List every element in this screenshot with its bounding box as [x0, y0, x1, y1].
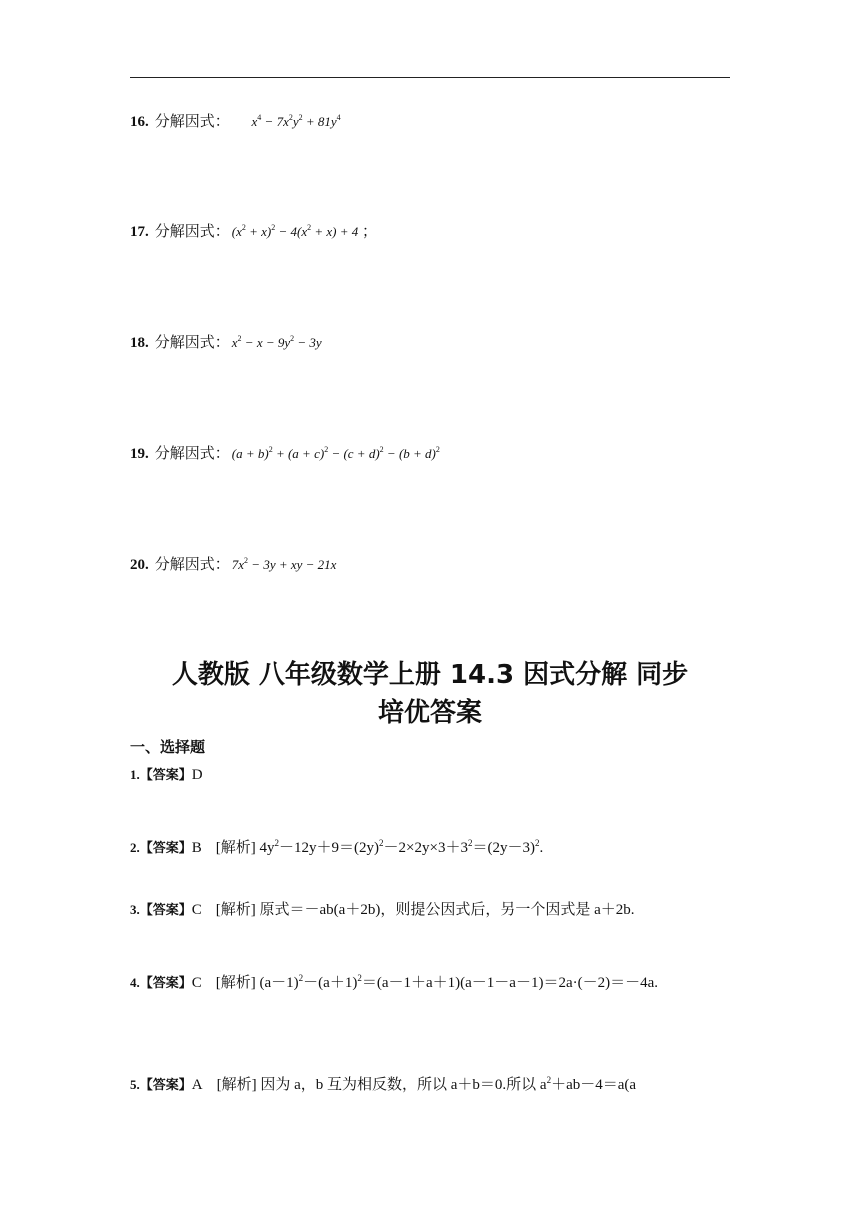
problem-number: 18.	[130, 335, 149, 351]
answer-4	[130, 960, 730, 1002]
answer-explanation: [解析] $4y^2-12y+9=(2y)^2-2\times 2y\times 3+3^2=(2y-3)^2$.	[215, 838, 544, 856]
problem-prompt: 分解因式：	[154, 224, 230, 240]
answer-tag: 【答案】	[139, 841, 192, 856]
problem-number: 16.	[130, 114, 149, 130]
problem-number: 17.	[130, 224, 149, 240]
answer-3	[130, 893, 730, 928]
problem-number: 20.	[130, 557, 149, 573]
problem-17	[130, 217, 377, 243]
answer-tag: 【答案】	[139, 768, 192, 783]
answer-number: 3.	[130, 902, 140, 917]
header-rule	[130, 77, 730, 78]
answer-5	[130, 1063, 730, 1103]
problem-prompt: 分解因式：	[154, 446, 230, 462]
answer-letter: C	[191, 975, 202, 991]
answer-explanation: [解析] 因为 a，b 互为相反数，所以 a＋b＝0.所以 $a^2+ab-4=a(a$	[216, 1075, 637, 1093]
problem-expression: $7x^2 - 3y$ + xy − 21x	[231, 556, 337, 572]
problem-expression: $x^2 - x - 9y^2 - 3y$	[231, 334, 322, 350]
answer-explanation: [解析] $(a-1)^2-(a+1)^2=(a-1+a+1)(a-1-a-1)=2a\cdot(-2)=-4a$.	[215, 973, 658, 991]
answer-2	[130, 826, 730, 866]
answer-number: 4.	[130, 975, 140, 990]
problem-prompt: 分解因式：	[154, 335, 230, 351]
answer-number: 5.	[130, 1077, 140, 1092]
answer-tag: 【答案】	[139, 903, 192, 918]
answer-number: 1.	[130, 767, 140, 782]
answer-tag: 【答案】	[139, 1078, 192, 1093]
answer-number: 2.	[130, 840, 140, 855]
problem-18	[130, 328, 322, 354]
answer-letter: B	[191, 840, 202, 856]
problem-20	[130, 550, 336, 576]
title-line-1: 人教版 八年级数学上册 14.3 因式分解 同步	[171, 660, 689, 690]
problem-suffix: ；	[362, 224, 378, 240]
answer-tag: 【答案】	[139, 976, 192, 991]
problem-prompt: 分解因式：	[154, 557, 230, 573]
answer-letter: C	[191, 902, 202, 918]
answer-letter: D	[191, 767, 203, 783]
section-heading: 一、选择题	[130, 738, 206, 756]
answer-1	[130, 758, 730, 793]
problem-prompt: 分解因式：	[154, 114, 230, 130]
title-line-2: 培优答案	[377, 698, 482, 728]
answer-explanation: [解析] 原式＝－ab(a＋2b)，则提公因式后，另一个因式是 a＋2b.	[215, 902, 635, 918]
problem-19	[130, 439, 440, 465]
problem-expression: $(x^2 + x)^2 - 4(x^2 + x) + 4$	[231, 223, 359, 239]
problem-16	[130, 107, 341, 133]
problem-expression: $x^4 - 7x^2y^2 + 81y^4$	[251, 113, 341, 129]
answer-key-title	[130, 656, 730, 732]
problem-number: 19.	[130, 446, 149, 462]
answer-letter: A	[191, 1077, 203, 1093]
problem-expression: $(a + b)^2 + (a + c)^2 - (c + d)^2 - (b + d)^2$	[231, 445, 440, 461]
